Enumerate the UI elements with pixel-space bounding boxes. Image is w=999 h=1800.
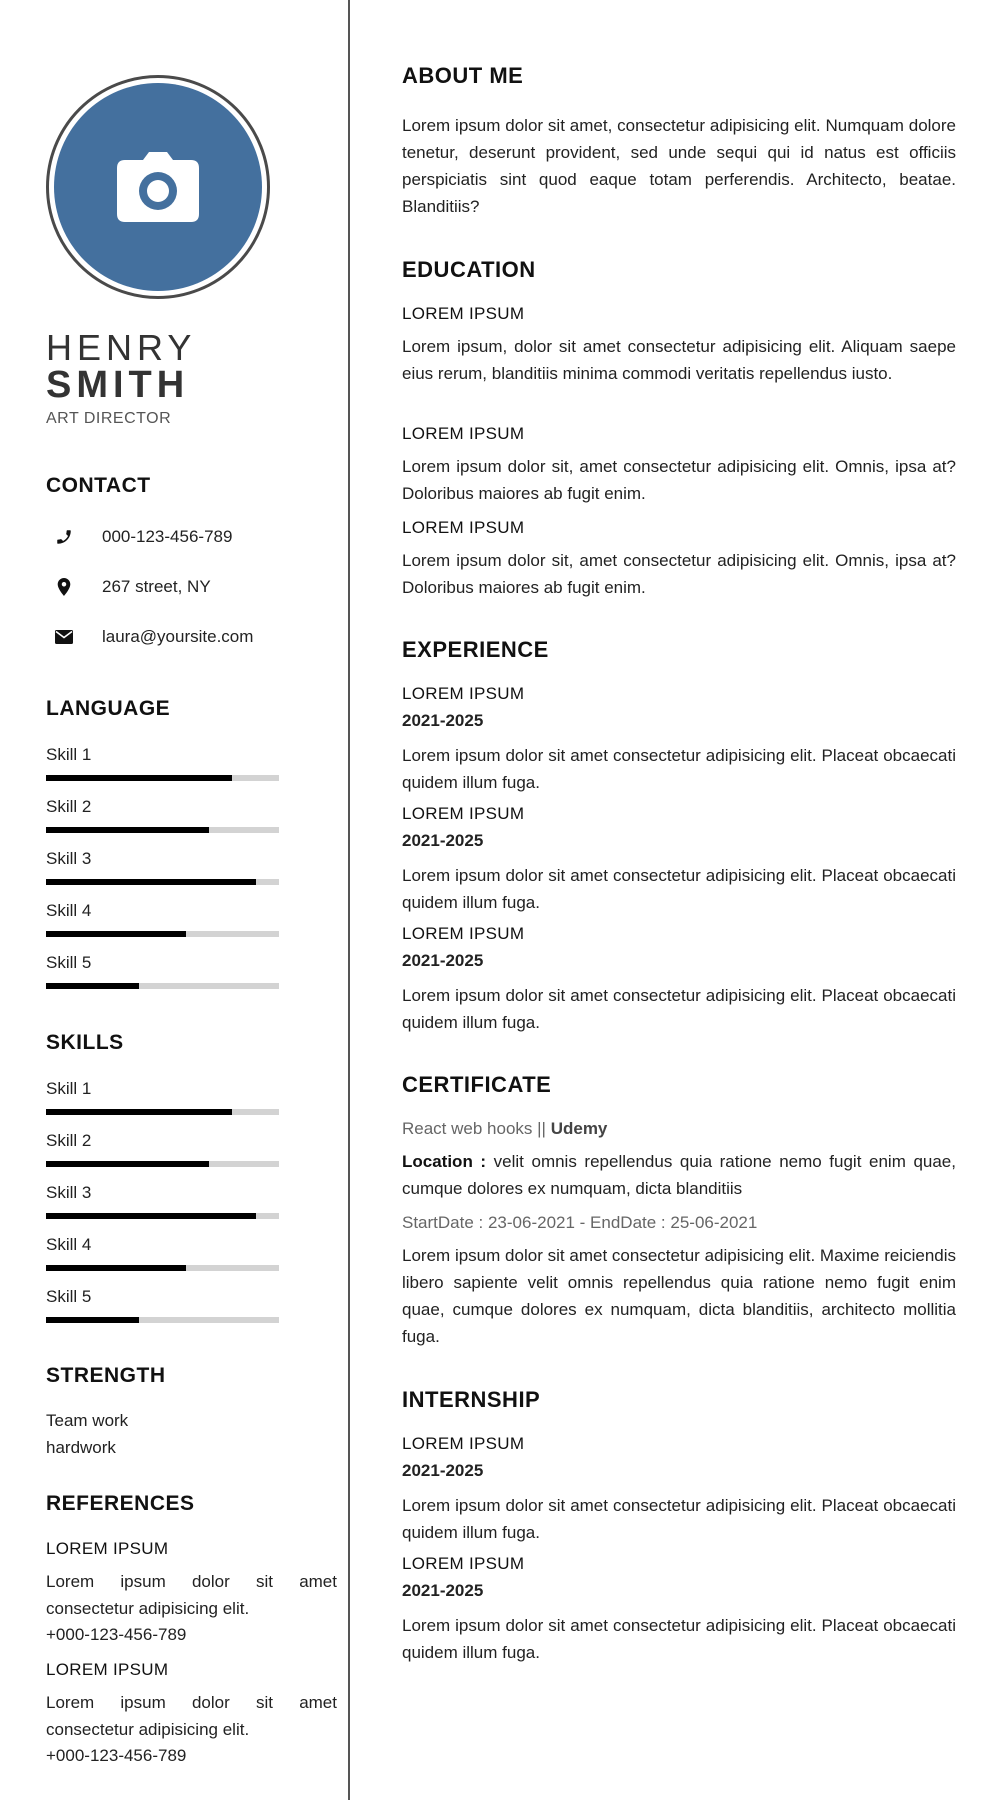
reference-name: LOREM IPSUM [46,1539,169,1558]
certificate-heading: CERTIFICATE [402,1072,552,1097]
location-label: Location : [402,1152,487,1171]
skill-label: Skill 2 [46,1131,92,1150]
certificate-location [402,1148,956,1202]
skill-bar-fill [46,1109,232,1115]
skill-item [46,744,280,781]
email-address: laura@yoursite.com [102,627,254,646]
strength-heading: STRENGTH [46,1364,166,1387]
certificate-course-name: React web hooks || [402,1119,546,1138]
skill-item [46,848,280,885]
certificate-provider: Udemy [550,1119,608,1138]
education-text: Lorem ipsum, dolor sit amet consectetur adipisicing elit. Aliquam saepe eius rerum, blanditiis minima commodi veritatis repellendus iusto. [402,337,956,383]
reference-text: Lorem ipsum dolor sit amet consectetur adipisicing elit. [46,1693,337,1739]
education-name: LOREM IPSUM [402,424,525,443]
skill-label: Skill 3 [46,1183,92,1202]
camera-icon [117,152,199,222]
experience-name: LOREM IPSUM [402,804,525,823]
skill-item [46,1078,280,1115]
skill-bar-track [46,1265,279,1271]
last-name: SMITH [46,364,190,406]
skill-bar-track [46,879,279,885]
education-name: LOREM IPSUM [402,518,525,537]
experience-text: Lorem ipsum dolor sit amet consectetur adipisicing elit. Placeat obcaecati quidem illum fuga. [402,746,956,792]
experience-heading: EXPERIENCE [402,637,549,662]
internship-heading: INTERNSHIP [402,1387,541,1412]
envelope-icon [54,627,74,647]
language-heading: LANGUAGE [46,697,171,720]
education-name: LOREM IPSUM [402,304,525,323]
skill-item [46,952,280,989]
experience-date: 2021-2025 [402,831,484,850]
skill-label: Skill 2 [46,797,92,816]
address: 267 street, NY [102,577,211,596]
experience-text: Lorem ipsum dolor sit amet consectetur adipisicing elit. Placeat obcaecati quidem illum fuga. [402,866,956,912]
skills-heading: SKILLS [46,1031,124,1054]
main-content [352,0,999,1800]
contact-email [46,625,253,649]
skill-label: Skill 5 [46,1287,92,1306]
contact-heading: CONTACT [46,474,151,497]
skill-bar-track [46,931,279,937]
contact-address [46,575,211,599]
phone-icon [54,527,74,547]
skill-bar-fill [46,1265,186,1271]
first-name: HENRY [46,327,197,368]
skill-label: Skill 5 [46,953,92,972]
skill-bar-fill [46,1213,256,1219]
skill-label: Skill 1 [46,1079,92,1098]
skill-bar-fill [46,879,256,885]
skill-bar-track [46,1109,279,1115]
skill-bar-fill [46,775,232,781]
certificate-dates: StartDate : 23-06-2021 - EndDate : 25-06-2021 [402,1213,758,1232]
reference-name: LOREM IPSUM [46,1660,169,1679]
location-text: velit omnis repellendus quia ratione nemo fugit enim quae, cumque dolores ex numquam, dicta blanditiis [402,1152,956,1198]
experience-date: 2021-2025 [402,951,484,970]
skill-bar-track [46,827,279,833]
skill-bar-fill [46,1161,209,1167]
reference-phone: +000-123-456-789 [46,1625,187,1644]
reference-phone: +000-123-456-789 [46,1746,187,1765]
education-text: Lorem ipsum dolor sit, amet consectetur adipisicing elit. Omnis, ipsa at? Doloribus maiores ab fugit enim. [402,551,956,597]
reference-text: Lorem ipsum dolor sit amet consectetur adipisicing elit. [46,1572,337,1618]
skill-item [46,900,280,937]
internship-name: LOREM IPSUM [402,1434,525,1453]
contact-phone [46,525,232,549]
skill-label: Skill 4 [46,1235,92,1254]
education-heading: EDUCATION [402,257,536,282]
skill-bar-track [46,1161,279,1167]
skill-item [46,1286,280,1323]
experience-name: LOREM IPSUM [402,684,525,703]
experience-name: LOREM IPSUM [402,924,525,943]
internship-text: Lorem ipsum dolor sit amet consectetur adipisicing elit. Placeat obcaecati quidem illum fuga. [402,1496,956,1542]
skill-label: Skill 1 [46,745,92,764]
skill-bar-track [46,983,279,989]
internship-name: LOREM IPSUM [402,1554,525,1573]
skill-item [46,1130,280,1167]
skill-bar-track [46,1317,279,1323]
skill-label: Skill 3 [46,849,92,868]
location-pin-icon [54,577,74,597]
about-text: Lorem ipsum dolor sit amet, consectetur adipisicing elit. Numquam dolore tenetur, deserunt provident, sed unde sequi qui id natus est officiis perspiciatis sint quod eaque totam perferendis. Architecto, beatae. Blanditiis? [402,116,956,216]
certificate-course [402,1119,607,1139]
skill-bar-fill [46,827,209,833]
skill-bar-track [46,1213,279,1219]
skill-label: Skill 4 [46,901,92,920]
strength-item: hardwork [46,1438,116,1457]
skill-item [46,1182,280,1219]
skill-bar-fill [46,931,186,937]
internship-text: Lorem ipsum dolor sit amet consectetur adipisicing elit. Placeat obcaecati quidem illum fuga. [402,1616,956,1662]
skill-item [46,1234,280,1271]
sidebar [0,0,350,1800]
job-title: ART DIRECTOR [46,410,172,427]
experience-date: 2021-2025 [402,711,484,730]
about-heading: ABOUT ME [402,63,524,88]
internship-date: 2021-2025 [402,1581,484,1600]
skill-bar-track [46,775,279,781]
skill-bar-fill [46,1317,139,1323]
profile-photo [54,83,262,291]
skill-item [46,796,280,833]
certificate-text: Lorem ipsum dolor sit amet consectetur adipisicing elit. Maxime reiciendis libero sapiente velit omnis repellendus quia ratione nemo fugit enim quae, cumque dolores ex numquam, dicta blanditiis, architecto mollitia fuga. [402,1246,956,1346]
education-text: Lorem ipsum dolor sit, amet consectetur adipisicing elit. Omnis, ipsa at? Doloribus maiores ab fugit enim. [402,457,956,503]
internship-date: 2021-2025 [402,1461,484,1480]
references-heading: REFERENCES [46,1492,195,1515]
phone-number: 000-123-456-789 [102,527,233,546]
strength-item: Team work [46,1411,129,1430]
experience-text: Lorem ipsum dolor sit amet consectetur adipisicing elit. Placeat obcaecati quidem illum fuga. [402,986,956,1032]
skill-bar-fill [46,983,139,989]
